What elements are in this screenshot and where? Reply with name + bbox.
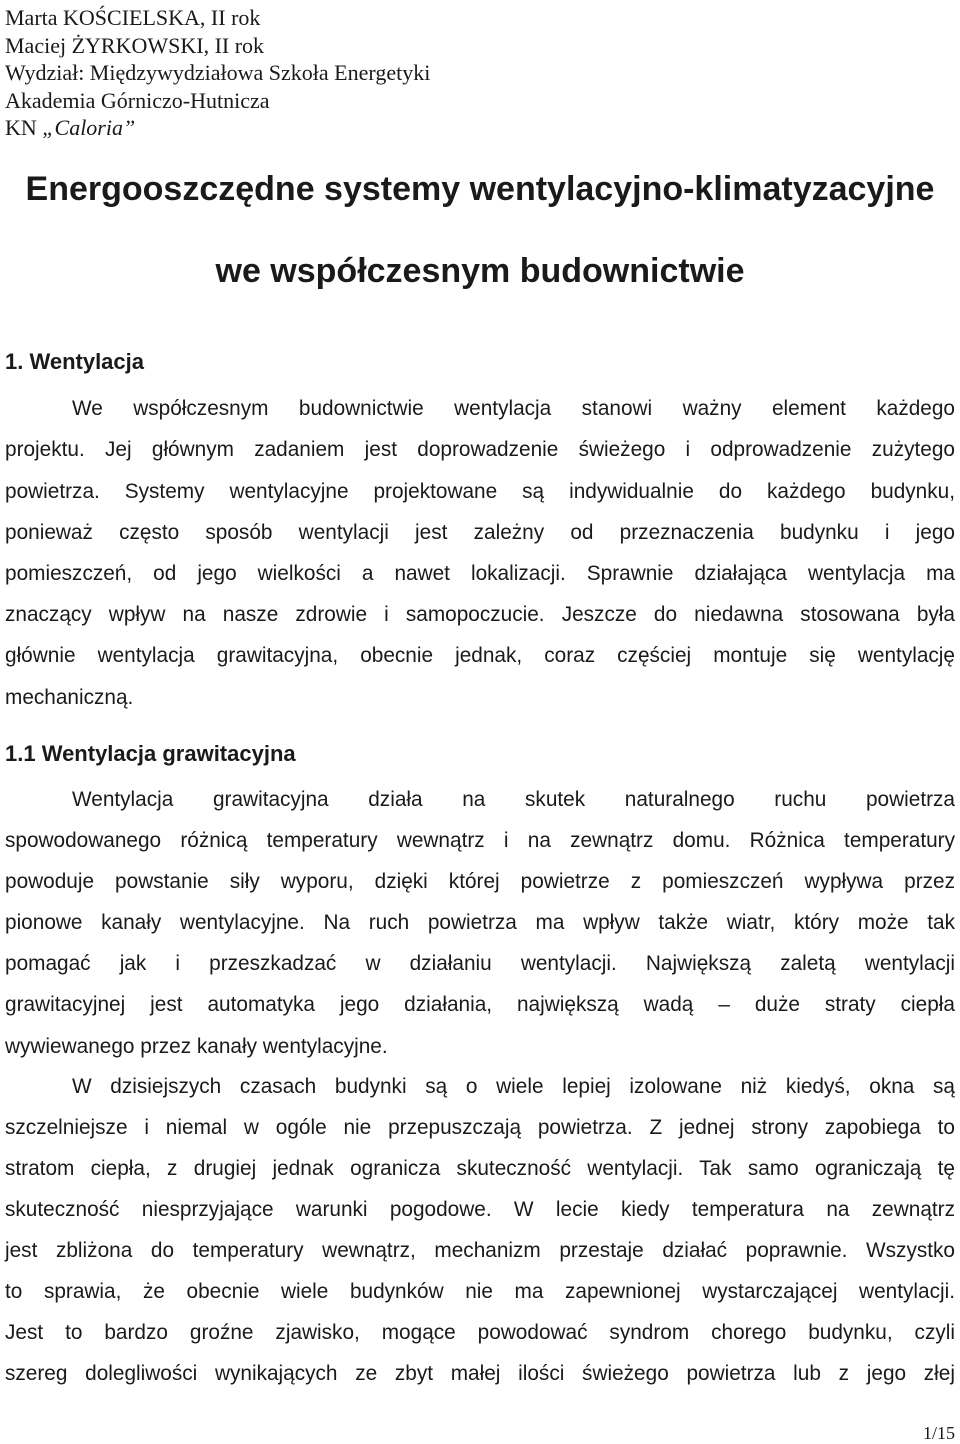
body-text-line: grawitacyjnej jest automatyka jego działania, największą wadą – duże straty ciepła: [5, 993, 955, 1016]
body-text-line: projektu. Jej głównym zadaniem jest doprowadzenie świeżego i odprowadzenie zużytego: [5, 438, 955, 461]
body-text-line: W dzisiejszych czasach budynki są o wiele lepiej izolowane niż kiedyś, okna są: [72, 1075, 955, 1098]
university-line: Akademia Górniczo-Hutnicza: [5, 87, 270, 113]
section-heading-1-1: 1.1 Wentylacja grawitacyjna: [5, 741, 296, 766]
body-text-line: znaczący wpływ na nasze zdrowie i samopoczucie. Jeszcze do niedawna stosowana była: [5, 603, 955, 626]
document-title-line-1: Energooszczędne systemy wentylacyjno-klimatyzacyjne: [25, 170, 935, 208]
faculty-line: Wydział: Międzywydziałowa Szkoła Energetyki: [5, 60, 431, 86]
body-text-line: pionowe kanały wentylacyjne. Na ruch powietrza ma wpływ także wiatr, który może tak: [5, 911, 955, 934]
body-text-line: to sprawia, że obecnie wiele budynków nie ma zapewnionej wystarczającej wentylacji.: [5, 1280, 955, 1303]
document-title-line-2: we współczesnym budownictwie: [215, 252, 745, 290]
body-text-line: ponieważ często sposób wentylacji jest zależny od przeznaczenia budynku i jego: [5, 521, 955, 544]
body-text-line: pomagać jak i przeszkadzać w działaniu wentylacji. Największą zaletą wentylacji: [5, 952, 955, 975]
body-text-line: mechaniczną.: [5, 686, 134, 709]
author-line: Maciej ŻYRKOWSKI, II rok: [5, 32, 265, 58]
club-name: „Caloria”: [42, 115, 136, 141]
body-text-line: spowodowanego różnicą temperatury wewnątrz i na zewnątrz domu. Różnica temperatury: [5, 829, 955, 852]
body-text-line: We współczesnym budownictwie wentylacja stanowi ważny element każdego: [72, 397, 955, 420]
body-text-line: Wentylacja grawitacyjna działa na skutek naturalnego ruchu powietrza: [72, 788, 955, 811]
body-text-line: skuteczność niesprzyjające warunki pogodowe. W lecie kiedy temperatura na zewnątrz: [5, 1198, 955, 1221]
author-line: Marta KOŚCIELSKA, II rok: [5, 5, 261, 30]
club-prefix: KN: [5, 115, 43, 141]
author-block: [5, 4, 430, 142]
body-text-line: powoduje powstanie siły wyporu, dzięki której powietrze z pomieszczeń wypływa przez: [5, 870, 955, 893]
body-text-line: powietrza. Systemy wentylacyjne projektowane są indywidualnie do każdego budynku,: [5, 480, 955, 503]
club-line: [5, 114, 430, 142]
body-text-line: stratom ciepła, z drugiej jednak ogranicza skuteczność wentylacji. Tak samo ograniczają tę: [5, 1157, 955, 1180]
body-text-line: szczelniejsze i niemal w ogóle nie przepuszczają powietrza. Z jednej strony zapobiega to: [5, 1116, 955, 1139]
body-text-line: jest zbliżona do temperatury wewnątrz, mechanizm przestaje działać poprawnie. Wszystko: [5, 1239, 955, 1262]
body-text-line: pomieszczeń, od jego wielkości a nawet lokalizacji. Sprawnie działająca wentylacja ma: [5, 562, 955, 585]
body-text-line: głównie wentylacja grawitacyjna, obecnie jednak, coraz częściej montuje się wentylację: [5, 644, 955, 667]
page-number: 1/15: [922, 1423, 955, 1443]
body-text-line: Jest to bardzo groźne zjawisko, mogące powodować syndrom chorego budynku, czyli: [5, 1321, 955, 1344]
body-text-line: wywiewanego przez kanały wentylacyjne.: [5, 1035, 388, 1058]
body-text-line: szereg dolegliwości wynikających ze zbyt małej ilości świeżego powietrza lub z jego złej: [5, 1362, 955, 1385]
section-heading-1: 1. Wentylacja: [5, 349, 144, 374]
